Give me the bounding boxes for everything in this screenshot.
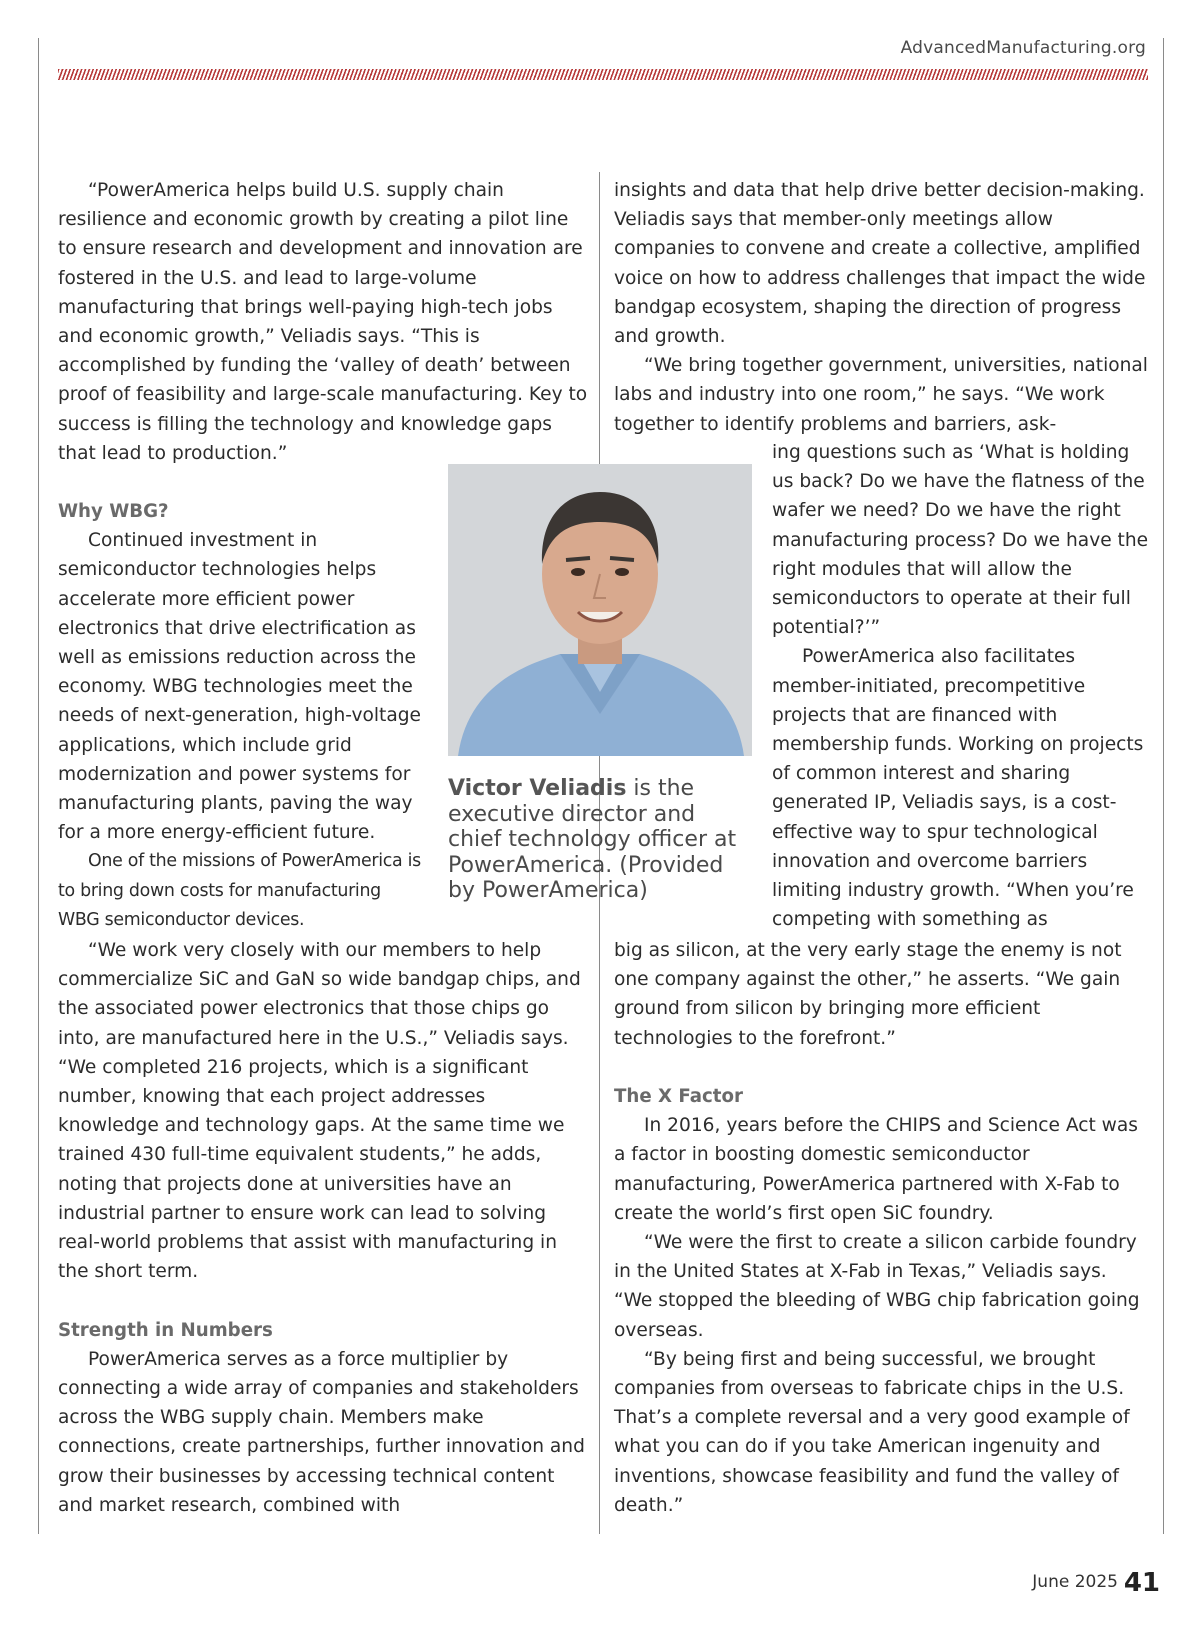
col1-intro — [58, 176, 590, 468]
left-border — [38, 38, 39, 1534]
paragraph: ing questions such as ‘What is holding us back? Do we have the flatness of the wafer we need? Do we have the right manufacturing process? Do we have the right modules that will allow the semiconductors to operate at their full potential?’” — [772, 442, 1149, 639]
caption-text: is the executive director and chief technology officer at PowerAmerica. (Provided by PowerAmerica) — [448, 776, 737, 903]
col1-why — [58, 497, 426, 935]
paragraph: “By being first and being successful, we brought companies from overseas to fabricate chips in the U.S. That’s a complete reversal and a very good example of what you can do if you take American ingenuity and inventions, showcase feasibility and fund the valley of death.” — [614, 1348, 1130, 1516]
right-border — [1163, 38, 1164, 1534]
caption-name: Victor Veliadis — [448, 776, 627, 801]
paragraph: “PowerAmerica helps build U.S. supply chain resilience and economic growth by creating a pilot line to ensure research and development and innovation are fostered in the U.S. and lead to large-volume manufacturing that brings well-paying high-tech jobs and economic growth,” Veliadis says. “This is accomplished by funding the ‘valley of death’ between proof of feasibility and large-scale manufacturing. Key to success is filling the technology and knowledge gaps that lead to production.” — [58, 180, 588, 464]
col1-members — [58, 936, 590, 1520]
paragraph: insights and data that help drive better decision-making. Veliadis says that member-only meetings allow companies to convene and create a collective, amplified voice on how to address challenges that impact the wide bandgap ecosystem, shaping the direction of progress and growth. — [614, 180, 1146, 348]
paragraph: One of the missions of PowerAmerica is to bring down costs for manufacturing WBG semiconductor devices. — [58, 851, 421, 930]
paragraph: PowerAmerica also facilitates member-initiated, precompetitive projects that are financed with membership funds. Working on projects of common interest and sharing generated IP, Veliadis says, is a cost-effective way to spur technological innovation and overcome barriers limiting industry growth. “When you’re competing with something as — [772, 646, 1144, 931]
header-hatch-bar — [58, 69, 1148, 80]
site-url: AdvancedManufacturing.org — [900, 38, 1146, 58]
paragraph: PowerAmerica serves as a force multiplier by connecting a wide array of companies and stakeholders across the WBG supply chain. Members make connections, create partnerships, further innovation and grow their businesses by accessing technical content and market research, combined with — [58, 1348, 585, 1516]
heading-x-factor: The X Factor — [614, 1086, 743, 1107]
paragraph: “We were the first to create a silicon carbide foundry in the United States at X-Fab in Texas,” Veliadis says. “We stopped the bleeding of WBG chip fabrication going overseas. — [614, 1232, 1140, 1341]
page-number: 41 — [1123, 1568, 1160, 1598]
col2-top — [614, 176, 1150, 439]
photo-caption — [448, 776, 738, 904]
issue-date: June 2025 — [1032, 1572, 1118, 1592]
portrait-photo — [448, 464, 752, 756]
heading-why-wbg: Why WBG? — [58, 501, 169, 522]
portrait-illustration — [448, 464, 752, 756]
col2-bottom — [614, 936, 1150, 1520]
col2-narrow — [772, 438, 1150, 934]
heading-strength-in-numbers: Strength in Numbers — [58, 1319, 273, 1341]
paragraph: Continued investment in semiconductor technologies helps accelerate more efficient power electronics that drive electrification as well as emissions reduction across the economy. WBG technologies meet the needs of next-generation, high-voltage applications, which include grid modernization and power systems for manufacturing plants, paving the way for a more energy-efficient future. — [58, 530, 421, 844]
paragraph: big as silicon, at the very early stage the enemy is not one company against the other,” he asserts. “We gain ground from silicon by bringing more efficient technologies to the forefront.” — [614, 940, 1122, 1049]
paragraph: In 2016, years before the CHIPS and Science Act was a factor in boosting domestic semiconductor manufacturing, PowerAmerica partnered with X-Fab to create the world’s first open SiC foundry. — [614, 1115, 1138, 1224]
paragraph: “We work very closely with our members to help commercialize SiC and GaN so wide bandgap chips, and the associated power electronics that those chips go into, are manufactured here in the U.S.,” Veliadis says. “We completed 216 projects, which is a significant number, knowing that each project addresses knowledge and technology gaps. At the same time we trained 430 full-time equivalent students,” he adds, noting that projects done at universities have an industrial partner to ensure work can lead to solving real-world problems that assist with manufacturing in the short term. — [58, 940, 581, 1283]
paragraph: “We bring together government, universities, national labs and industry into one room,” he says. “We work together to identify problems and barriers, ask- — [614, 355, 1148, 435]
